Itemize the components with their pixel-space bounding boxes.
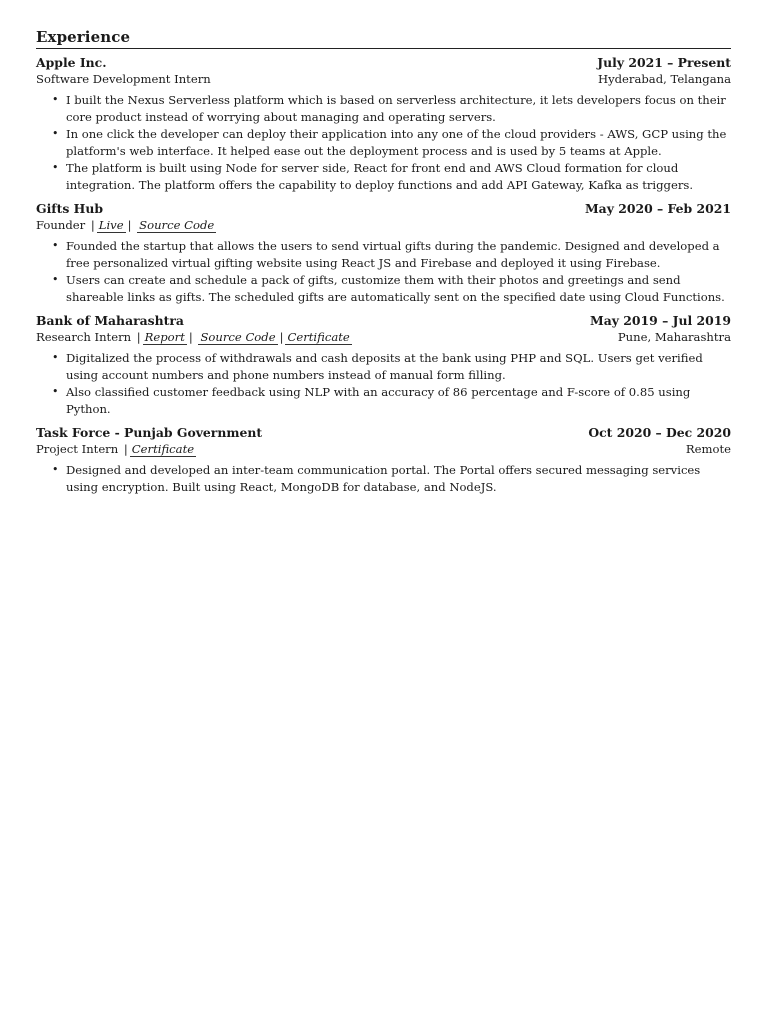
list-item: • Users can create and schedule a pack of gifts, customize them with their photos and greetings and send shareable links as gifts. The scheduled gifts are automatically sent on the specified date using Cloud Functions. xyxy=(52,273,725,304)
bullet-icon: • xyxy=(52,161,59,174)
role-line xyxy=(36,330,352,344)
location: Pune, Maharashtra xyxy=(617,330,731,344)
bullet-icon: • xyxy=(52,273,59,286)
experience-entry-task-force xyxy=(36,425,731,495)
list-item: • Designed and developed an inter-team communication portal. The Portal offers secured messaging services using encryption. Built using React, MongoDB for database, and NodeJS. xyxy=(52,463,701,494)
separator: | xyxy=(279,330,284,344)
source-code-link[interactable]: Source Code xyxy=(139,218,215,232)
report-link[interactable]: Report xyxy=(144,330,185,344)
bullet-icon: • xyxy=(52,239,59,252)
separator: | xyxy=(123,442,128,456)
bullet-icon: • xyxy=(52,463,59,476)
list-item: • I built the Nexus Serverless platform which is based on serverless architecture, it lets developers focus on their core product instead of worrying about managing and operating servers. xyxy=(52,93,726,124)
section-title-experience: Experience xyxy=(36,28,731,49)
list-item: • Also classified customer feedback using NLP with an accuracy of 86 percentage and F-score of 0.85 using Python. xyxy=(52,385,691,416)
bullet-icon: • xyxy=(52,93,59,106)
source-code-link[interactable]: Source Code xyxy=(200,330,276,344)
bullet-list xyxy=(36,92,731,193)
certificate-link[interactable]: Certificate xyxy=(131,442,195,456)
role-title: Project Intern xyxy=(36,442,119,456)
bullet-list xyxy=(36,238,731,305)
bullet-list xyxy=(36,350,731,417)
list-item: • In one click the developer can deploy their application into any one of the cloud providers - AWS, GCP using the platform's web interface. It helped ease out the deployment process and is used by 5 teams at Apple. xyxy=(52,127,727,158)
certificate-link[interactable]: Certificate xyxy=(287,330,350,344)
bullet-icon: • xyxy=(52,385,59,398)
list-item: • Founded the startup that allows the users to send virtual gifts during the pandemic. Designed and developed a free personalized virtual gifting website using React JS and Firebase and deployed it using Firebase. xyxy=(52,239,720,270)
role-title: Software Development Intern xyxy=(36,72,211,86)
live-link[interactable]: Live xyxy=(98,218,124,232)
company-name: Bank of Maharashtra xyxy=(36,313,184,328)
company-name: Gifts Hub xyxy=(36,201,104,216)
list-item: • Digitalized the process of withdrawals and cash deposits at the bank using PHP and SQL. Users get verified using account numbers and phone numbers instead of manual form filling. xyxy=(52,351,703,382)
role-line xyxy=(36,442,196,456)
company-name: Task Force - Punjab Government xyxy=(36,425,263,440)
bullet-list xyxy=(36,462,731,495)
separator: | xyxy=(127,218,132,232)
employment-dates: July 2021 – Present xyxy=(597,55,731,70)
separator: | xyxy=(136,330,141,344)
bullet-icon: • xyxy=(52,351,59,364)
experience-entry-bank-of-maharashtra xyxy=(36,313,731,417)
experience-entry-gifts-hub xyxy=(36,201,731,305)
separator: | xyxy=(188,330,193,344)
bullet-icon: • xyxy=(52,127,59,140)
separator: | xyxy=(90,218,95,232)
location: Hyderabad, Telangana xyxy=(597,72,731,86)
role-title: Research Intern xyxy=(36,330,132,344)
role-line xyxy=(36,218,216,232)
employment-dates: May 2019 – Jul 2019 xyxy=(590,313,731,328)
employment-dates: May 2020 – Feb 2021 xyxy=(584,201,731,216)
location: Remote xyxy=(685,442,731,456)
employment-dates: Oct 2020 – Dec 2020 xyxy=(588,425,731,440)
role-title: Founder xyxy=(36,218,86,232)
company-name: Apple Inc. xyxy=(36,55,107,70)
list-item: • The platform is built using Node for server side, React for front end and AWS Cloud formation for cloud integration. The platform offers the capability to deploy functions and add API Gateway, Kafka as triggers. xyxy=(52,161,694,192)
experience-entry-apple xyxy=(36,55,731,193)
